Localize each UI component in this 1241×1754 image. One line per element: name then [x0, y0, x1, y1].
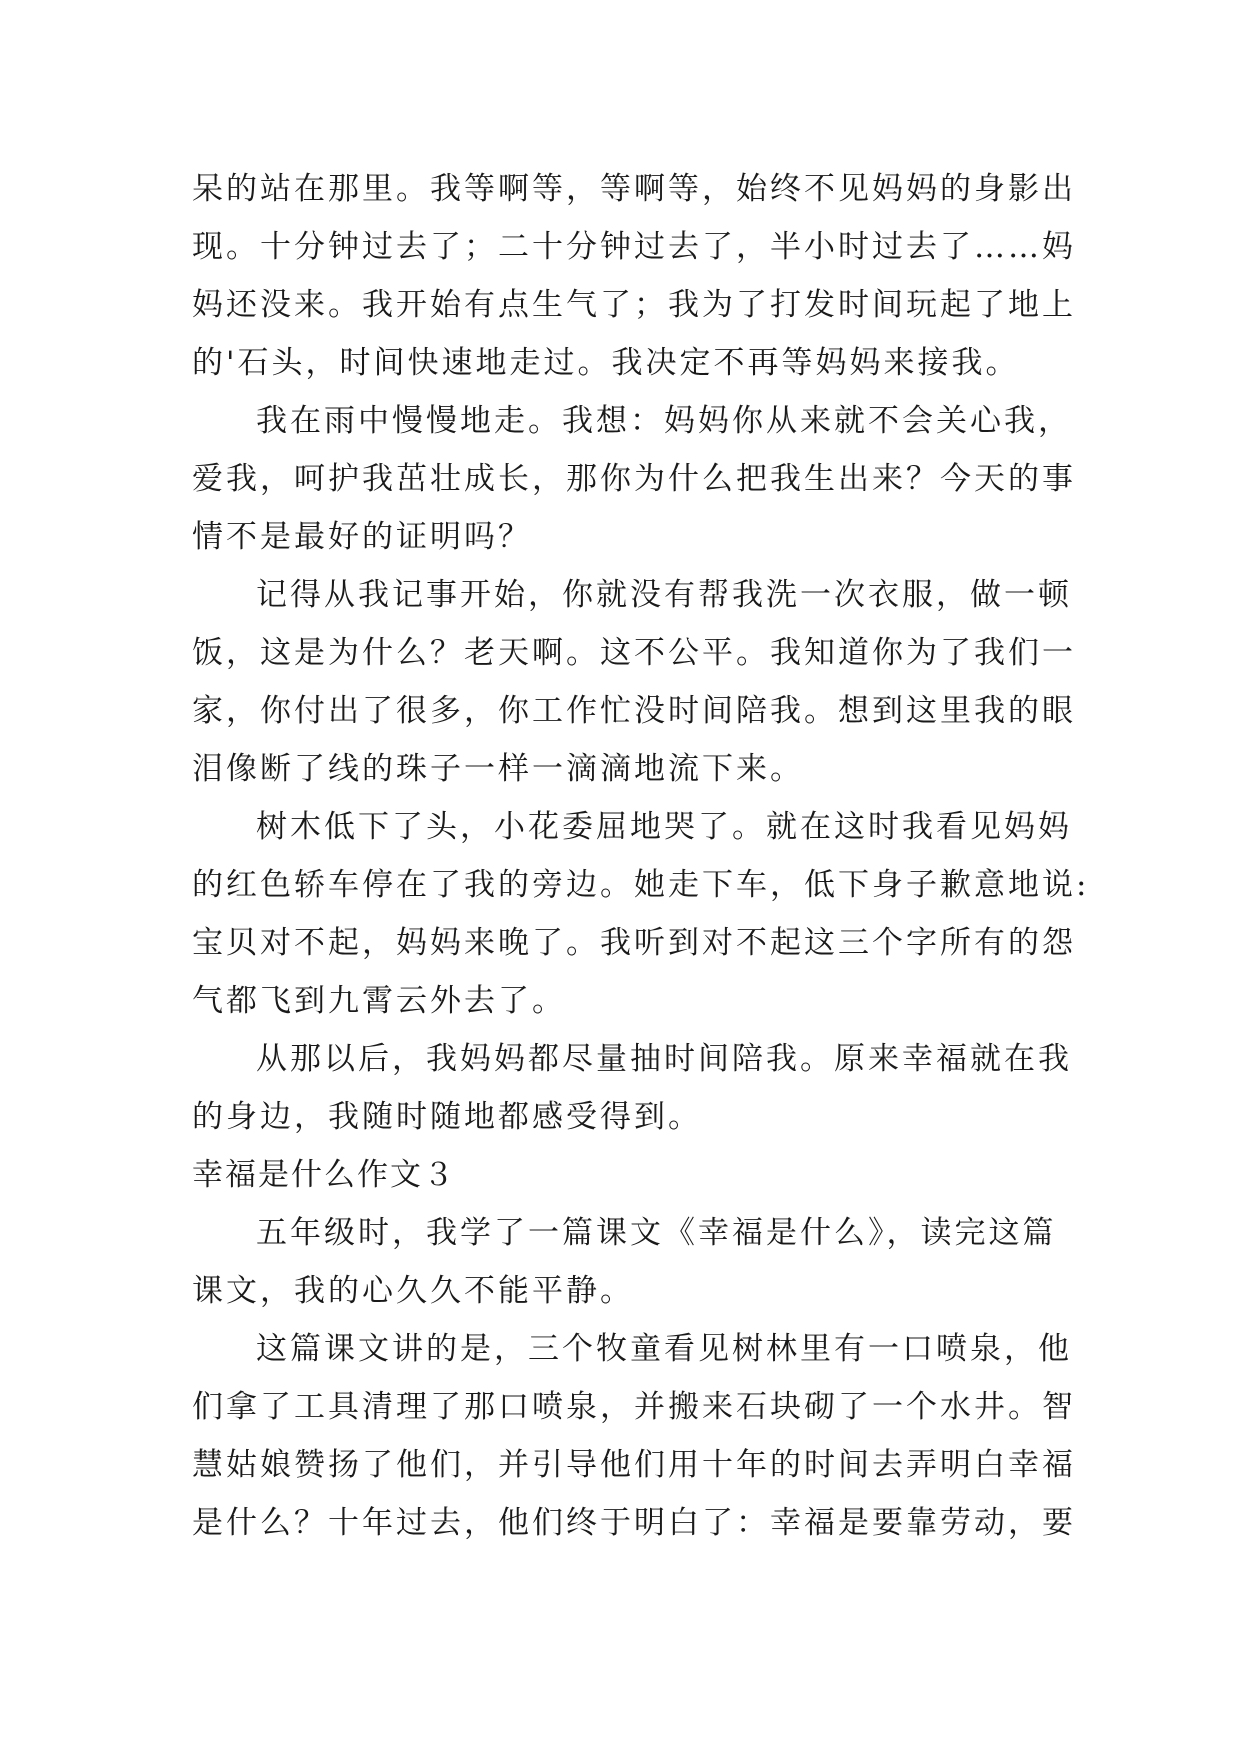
paragraph-start-line: 我在雨中慢慢地走。我想：妈妈你从来就不会关心我， [256, 403, 1072, 439]
paragraph-start-line: 这篇课文讲的是，三个牧童看见树林里有一口喷泉，他 [256, 1331, 1072, 1367]
document-body [192, 160, 1090, 1552]
text-line: 饭，这是为什么？老天啊。这不公平。我知道你为了我们一 [192, 635, 1076, 671]
paragraph-start-line: 记得从我记事开始，你就没有帮我洗一次衣服，做一顿 [256, 577, 1072, 613]
text-line: 课文，我的心久久不能平静。 [192, 1273, 634, 1309]
paragraph-start-line: 树木低下了头，小花委屈地哭了。就在这时我看见妈妈 [256, 809, 1072, 845]
text-line: 慧姑娘赞扬了他们，并引导他们用十年的时间去弄明白幸福 [192, 1447, 1076, 1483]
text-line: 妈还没来。我开始有点生气了；我为了打发时间玩起了地上 [192, 287, 1076, 323]
text-line: 的红色轿车停在了我的旁边。她走下车，低下身子歉意地说: [192, 867, 1090, 903]
text-line: 是什么？十年过去，他们终于明白了：幸福是要靠劳动，要 [192, 1505, 1076, 1541]
text-line: 的身边，我随时随地都感受得到。 [192, 1099, 702, 1135]
text-line: 们拿了工具清理了那口喷泉，并搬来石块砌了一个水井。智 [192, 1389, 1076, 1425]
text-line: 气都飞到九霄云外去了。 [192, 983, 566, 1019]
paragraph-start-line: 五年级时，我学了一篇课文《幸福是什么》，读完这篇 [256, 1215, 1057, 1251]
text-line: 爱我，呵护我茁壮成长，那你为什么把我生出来？今天的事 [192, 461, 1076, 497]
paragraph-start-line: 从那以后，我妈妈都尽量抽时间陪我。原来幸福就在我 [256, 1041, 1072, 1077]
text-line: 现。十分钟过去了；二十分钟过去了，半小时过去了……妈 [192, 229, 1076, 265]
text-line: 情不是最好的证明吗？ [192, 519, 532, 555]
text-line: 呆的站在那里。我等啊等，等啊等，始终不见妈妈的身影出 [192, 171, 1076, 207]
text-line: 家，你付出了很多，你工作忙没时间陪我。想到这里我的眼 [192, 693, 1076, 729]
text-line: 的'石头，时间快速地走过。我决定不再等妈妈来接我。 [192, 345, 1020, 381]
text-line: 泪像断了线的珠子一样一滴滴地流下来。 [192, 751, 804, 787]
text-line: 宝贝对不起，妈妈来晚了。我听到对不起这三个字所有的怨 [192, 925, 1076, 961]
section-heading: 幸福是什么作文３ [192, 1157, 456, 1193]
